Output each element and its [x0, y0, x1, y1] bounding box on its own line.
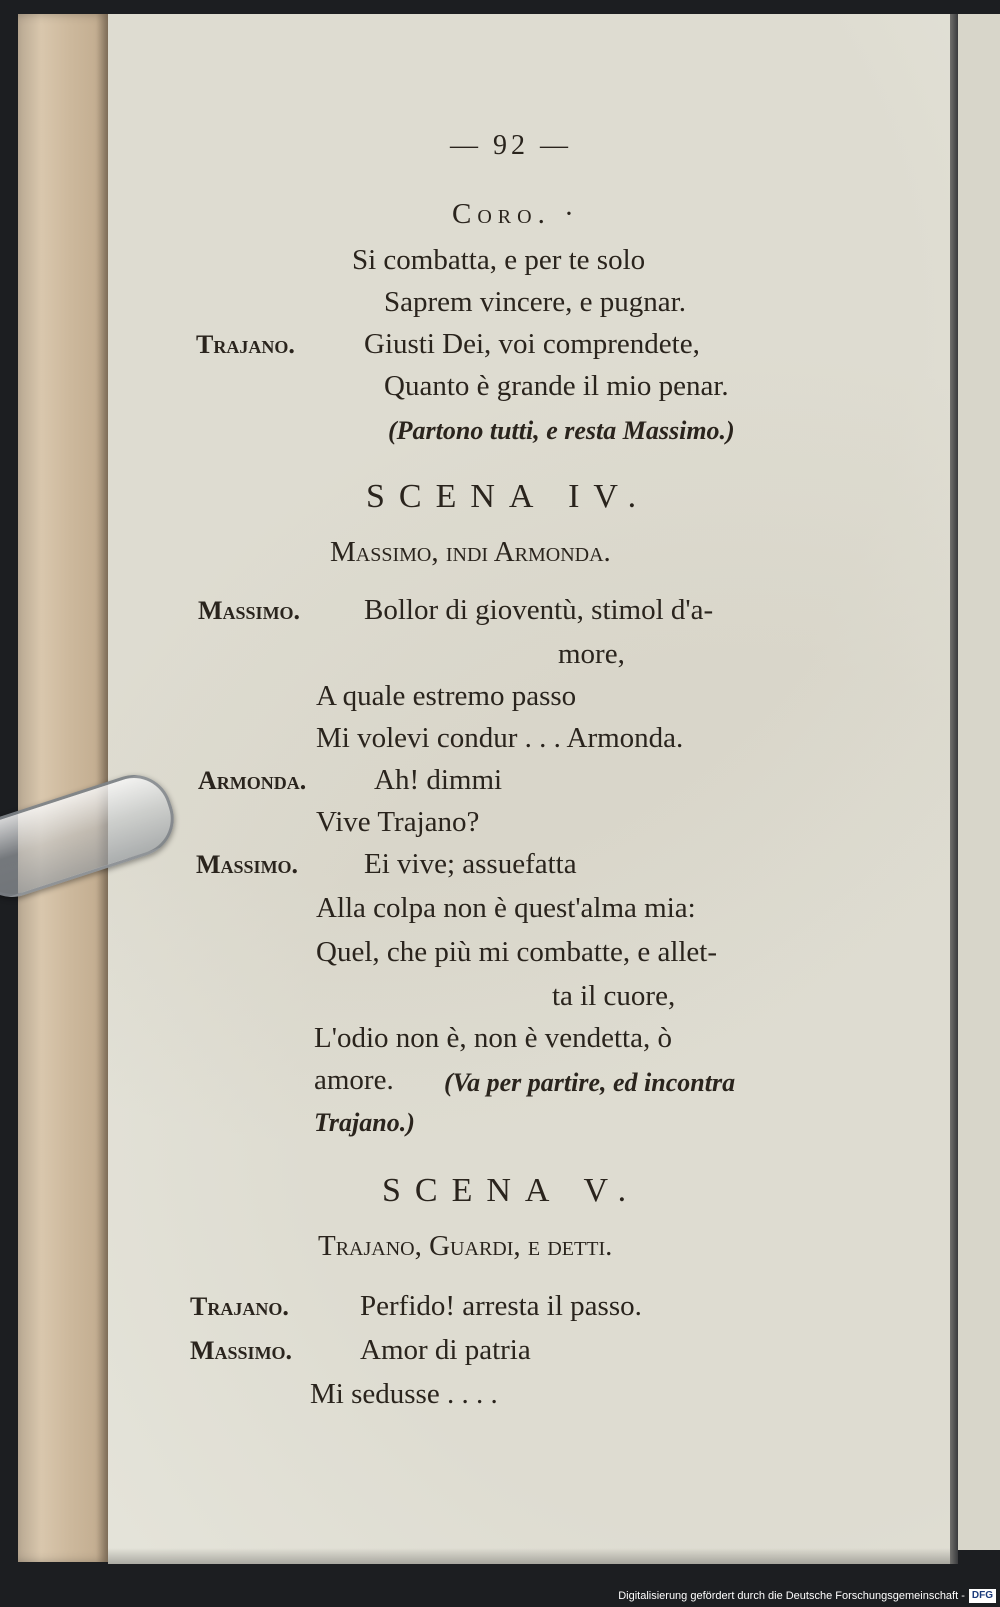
adjacent-page [958, 14, 1000, 1550]
verse-line: Vive Trajano? [316, 806, 480, 838]
verse-line: Amor di patria [360, 1334, 531, 1366]
verse-line: Quel, che più mi combatte, e allet- [316, 936, 718, 968]
page-bottom-shadow [108, 1548, 950, 1564]
scene-heading: SCENA IV. [366, 478, 651, 515]
scene-cast: Massimo, indi Armonda. [330, 536, 611, 568]
speaker-massimo: Massimo. [198, 596, 301, 625]
verse-line: Bollor di gioventù, stimol d'a- [364, 594, 714, 626]
verse-line: L'odio non è, non è vendetta, ò [314, 1022, 672, 1054]
stage-direction: Trajano.) [314, 1108, 415, 1137]
book-page [108, 14, 950, 1564]
verse-line-continuation: more, [558, 638, 625, 670]
digitization-credit [610, 1586, 1000, 1607]
verse-line: amore. [314, 1064, 394, 1096]
dfg-logo: DFG [969, 1589, 996, 1603]
verse-line: Si combatta, e per te solo [352, 244, 646, 276]
page-number: — 92 — [450, 130, 572, 161]
credit-text: Digitalisierung gefördert durch die Deutsche Forschungsgemeinschaft - [618, 1590, 965, 1602]
verse-line: Perfido! arresta il passo. [360, 1290, 642, 1322]
stage-direction: (Partono tutti, e resta Massimo.) [388, 416, 735, 445]
verse-line-continuation: ta il cuore, [552, 980, 676, 1012]
speaker-trajano: Trajano. [190, 1292, 289, 1321]
verse-line: Mi volevi condur . . . Armonda. [316, 722, 684, 754]
verse-line: Alla colpa non è quest'alma mia: [316, 892, 696, 924]
scene-cast: Trajano, Guardi, e detti. [318, 1230, 613, 1262]
speaker-armonda: Armonda. [198, 766, 307, 795]
stage-direction: (Va per partire, ed incontra [444, 1068, 736, 1097]
speaker-massimo: Massimo. [196, 850, 299, 879]
verse-line: A quale estremo passo [316, 680, 577, 712]
scene-heading: SCENA V. [382, 1172, 641, 1209]
speaker-massimo: Massimo. [190, 1336, 293, 1365]
verse-line: Saprem vincere, e pugnar. [384, 286, 686, 318]
speaker-trajano: Trajano. [196, 330, 295, 359]
verse-line: Ei vive; assuefatta [364, 848, 577, 880]
speaker-coro: Coro. · [452, 198, 580, 230]
verse-line: Mi sedusse . . . . [310, 1378, 498, 1410]
verse-line: Giusti Dei, voi comprendete, [364, 328, 700, 360]
verse-line: Ah! dimmi [374, 764, 503, 796]
verse-line: Quanto è grande il mio penar. [384, 370, 729, 402]
